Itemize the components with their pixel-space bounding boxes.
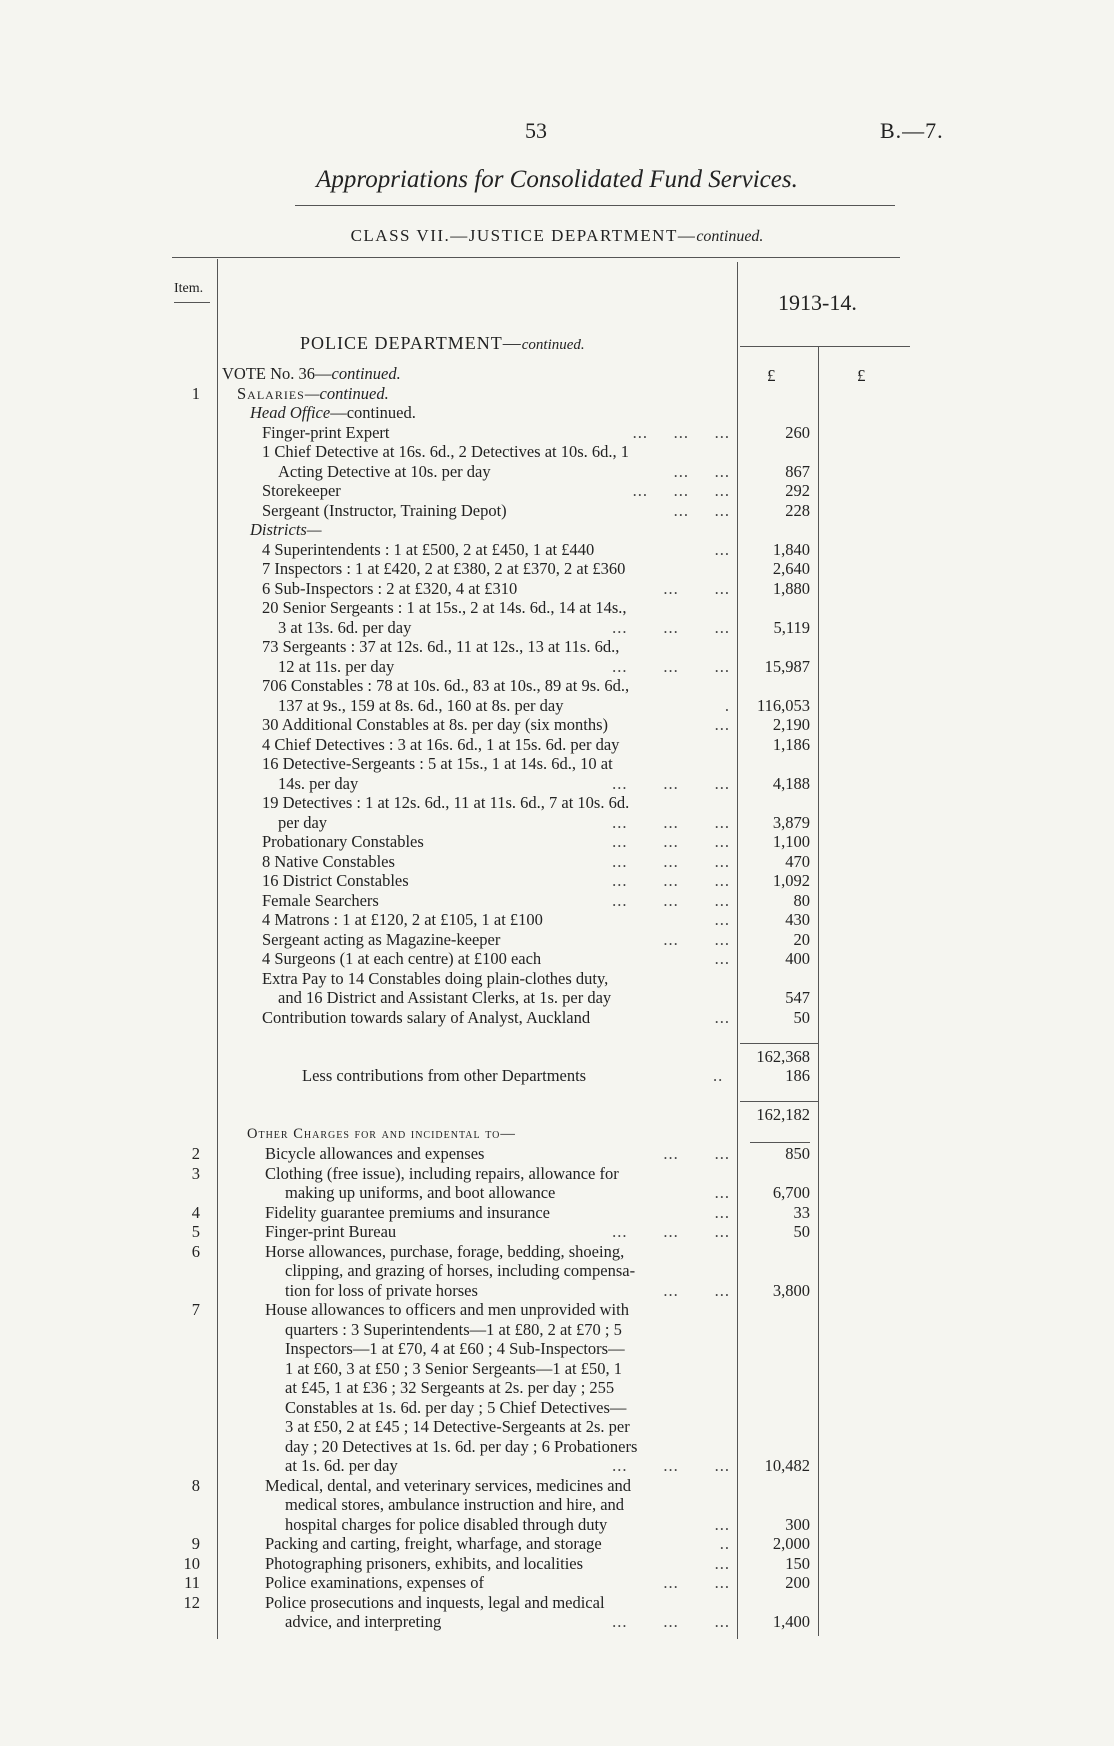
item-number: 4: [191, 1202, 200, 1222]
item-number: 1: [191, 383, 200, 403]
charge-text: Medical, dental, and veterinary services, medicines and: [265, 1475, 632, 1495]
item-number: 2: [191, 1144, 200, 1163]
line-text: 30 Additional Constables at 8s. per day (six months): [262, 715, 609, 734]
line-text: Extra Pay to 14 Constables doing plain-clothes duty,: [262, 968, 609, 988]
line-amount: 1,186: [772, 734, 810, 754]
district-line: [0, 949, 1114, 969]
line-text: 4 Surgeons (1 at each centre) at £100 each: [262, 949, 542, 968]
charge-line: [0, 1612, 1114, 1632]
leader-dots: ...: [714, 715, 730, 734]
line-amount: 116,053: [756, 695, 810, 715]
charge-text: Police examinations, expenses of: [265, 1573, 485, 1592]
charge-amount: 3,800: [772, 1280, 810, 1300]
salaries-label: Salaries—continued.: [237, 383, 389, 403]
charge-text: at £45, 1 at £36 ; 32 Sergeants at 2s. per day ; 255: [285, 1378, 615, 1397]
line-text: 20 Senior Sergeants : 1 at 15s., 2 at 14s. 6d., 14 at 14s.,: [262, 598, 627, 617]
charge-text: hospital charges for police disabled through duty: [285, 1514, 608, 1534]
spacer: [0, 1086, 1114, 1106]
district-line: [0, 910, 1114, 930]
line-text: Storekeeper: [262, 481, 341, 500]
line-amount: 547: [785, 988, 810, 1007]
department-heading: POLICE DEPARTMENT—continued.: [300, 333, 585, 353]
charge-line: [0, 1437, 1114, 1457]
leader-dots: ... ...: [663, 1280, 730, 1300]
line-amount: 4,188: [772, 773, 810, 793]
item-number: 8: [191, 1475, 200, 1495]
item-header-rule: [174, 302, 210, 303]
charge-line: [0, 1398, 1114, 1418]
line-text: 16 Detective-Sergeants : 5 at 15s., 1 at 14s. 6d., 10 at: [262, 754, 613, 773]
district-line: [0, 793, 1114, 813]
table-top-rule: [172, 257, 900, 258]
line-text: 3 at 13s. 6d. per day: [278, 617, 412, 637]
charge-text: Finger-print Bureau: [265, 1222, 397, 1241]
leader-dots: ...: [714, 1514, 730, 1534]
district-line: [0, 1008, 1114, 1028]
district-line: [0, 852, 1114, 872]
charge-text: Police prosecutions and inquests, legal and medical: [265, 1592, 605, 1612]
line-amount: 2,640: [772, 559, 810, 578]
district-line: [0, 813, 1114, 833]
charge-amount: 850: [785, 1144, 810, 1163]
charge-amount: 33: [793, 1202, 810, 1222]
item-number: 11: [184, 1573, 200, 1592]
head-office-line: [0, 423, 1114, 443]
charges-rule: [750, 1142, 810, 1143]
charge-line: [0, 1144, 1114, 1164]
charge-line: [0, 1515, 1114, 1535]
head-office-line: [0, 501, 1114, 521]
item-number: 6: [191, 1241, 200, 1261]
charge-line: [0, 1593, 1114, 1613]
charge-text: Bicycle allowances and expenses: [265, 1144, 485, 1163]
head-office-line: [0, 462, 1114, 482]
leader-dots: ... ...: [663, 1144, 730, 1163]
line-amount: 3,879: [772, 812, 810, 832]
district-line: [0, 540, 1114, 560]
district-line: [0, 598, 1114, 618]
head-office-line: [0, 442, 1114, 462]
district-lines: [0, 540, 1114, 1028]
leader-dots: ... ... ...: [612, 890, 730, 910]
head-office-line: [0, 481, 1114, 501]
leader-dots: ... ...: [663, 929, 730, 949]
leader-dots: ...: [714, 1553, 730, 1573]
district-line: [0, 735, 1114, 755]
charge-line: [0, 1339, 1114, 1359]
charge-text: making up uniforms, and boot allowance: [285, 1183, 556, 1202]
charge-amount: 6,700: [772, 1183, 810, 1202]
line-amount: 292: [785, 481, 810, 500]
charge-line: [0, 1300, 1114, 1320]
district-line: [0, 715, 1114, 735]
district-line: [0, 657, 1114, 677]
line-amount: 20: [793, 929, 810, 949]
item-number: 12: [183, 1592, 200, 1612]
leader-dots: ... ... ...: [632, 481, 730, 500]
line-text: 16 District Constables: [262, 871, 409, 890]
charge-text: tion for loss of private horses: [285, 1280, 478, 1300]
charge-text: quarters : 3 Superintendents—1 at £80, 2 at £70 ; 5: [285, 1319, 622, 1339]
line-text: Contribution towards salary of Analyst, Auckland: [262, 1007, 591, 1027]
leader-dots: ... ... ...: [612, 871, 730, 890]
line-amount: 470: [785, 851, 810, 871]
charge-text: 3 at £50, 2 at £45 ; 14 Detective-Sergeants at 2s. per: [285, 1417, 630, 1436]
line-amount: 430: [785, 910, 810, 929]
charge-text: day ; 20 Detectives at 1s. 6d. per day ; 6 Probationers: [285, 1436, 638, 1456]
line-amount: 867: [785, 461, 810, 481]
charge-text: advice, and interpreting: [285, 1612, 442, 1631]
line-text: 4 Chief Detectives : 3 at 16s. 6d., 1 at 15s. 6d. per day: [262, 734, 620, 754]
line-text: 19 Detectives : 1 at 12s. 6d., 11 at 11s. 6d., 7 at 10s. 6d.: [262, 793, 630, 812]
charge-text: House allowances to officers and men unprovided with: [265, 1300, 629, 1319]
appropriations-table: [0, 364, 1114, 1632]
year-column-header: 1913-14.: [778, 290, 857, 315]
leader-dots: ...: [714, 1183, 730, 1202]
less-contributions-label: Less contributions from other Departments: [302, 1066, 587, 1085]
leader-dots: ...: [714, 949, 730, 968]
line-text: 7 Inspectors : 1 at £420, 2 at £380, 2 at £370, 2 at £360: [262, 559, 626, 578]
leader-dots: ... ...: [663, 578, 730, 598]
item-number: 3: [191, 1163, 200, 1183]
other-charges-label: Other Charges for and incidental to—: [247, 1125, 516, 1142]
line-amount: 260: [785, 422, 810, 442]
line-text: Female Searchers: [262, 890, 379, 910]
charge-text: Clothing (free issue), including repairs, allowance for: [265, 1163, 619, 1183]
leader-dots: ... ... ...: [632, 422, 730, 442]
charge-line: [0, 1261, 1114, 1281]
page-title: Appropriations for Consolidated Fund Services.: [316, 166, 798, 193]
currency-label-2: £: [857, 366, 866, 385]
charge-amount: 1,400: [772, 1612, 810, 1631]
leader-dots: ... ... ...: [612, 1612, 730, 1631]
line-text: and 16 District and Assistant Clerks, at 1s. per day: [278, 988, 612, 1007]
line-amount: 15,987: [764, 656, 810, 676]
subtotal-1-amount: 162,368: [756, 1046, 810, 1066]
charge-text: Horse allowances, purchase, forage, bedding, shoeing,: [265, 1241, 625, 1261]
charge-line: [0, 1417, 1114, 1437]
charge-line: [0, 1456, 1114, 1476]
line-text: 706 Constables : 78 at 10s. 6d., 83 at 10s., 89 at 9s. 6d.,: [262, 676, 630, 695]
less-contributions-row: Less contributions from other Departments .. 186: [302, 1066, 810, 1085]
item-number: 10: [183, 1553, 200, 1573]
districts-label: Districts—: [250, 520, 322, 539]
subtotal-rule: [740, 1043, 818, 1044]
page-number: 53: [525, 118, 547, 143]
line-amount: 80: [793, 890, 810, 910]
districts-row: [0, 520, 1114, 540]
charge-text: Inspectors—1 at £70, 4 at £60 ; 4 Sub-Inspectors—: [285, 1339, 625, 1358]
charge-amount: 150: [785, 1553, 810, 1573]
charge-amount: 50: [793, 1222, 810, 1241]
line-text: Sergeant (Instructor, Training Depot): [262, 500, 507, 520]
salaries-row: [0, 384, 1114, 404]
district-line: [0, 988, 1114, 1008]
leader-dots: ...: [714, 1007, 730, 1027]
charge-text: medical stores, ambulance instruction and hire, and: [285, 1495, 625, 1514]
leader-dots: ...: [714, 910, 730, 929]
line-amount: 1,880: [772, 578, 810, 598]
charge-line: [0, 1222, 1114, 1242]
charge-line: [0, 1164, 1114, 1184]
line-text: 8 Native Constables: [262, 851, 395, 871]
charge-text: clipping, and grazing of horses, including compensa-: [285, 1261, 636, 1280]
document-reference: B.—7.: [880, 118, 944, 143]
district-line: [0, 774, 1114, 794]
leader-dots: .: [724, 695, 730, 715]
other-charges-row: [0, 1125, 1114, 1145]
leader-dots: ... ...: [663, 1573, 730, 1592]
charge-text: Photographing prisoners, exhibits, and localities: [265, 1553, 584, 1573]
title-rule: [295, 205, 895, 206]
item-column-header: Item.: [174, 281, 204, 296]
charge-line: [0, 1476, 1114, 1496]
leader-dots: ... ... ...: [612, 812, 730, 832]
line-text: 1 Chief Detective at 16s. 6d., 2 Detectives at 10s. 6d., 1: [262, 442, 630, 461]
subtotal-1-row: [0, 1047, 1114, 1067]
line-amount: 400: [785, 949, 810, 968]
district-line: [0, 930, 1114, 950]
line-text: Probationary Constables: [262, 832, 424, 851]
leader-dots: ... ... ...: [612, 617, 730, 637]
charge-line: [0, 1359, 1114, 1379]
line-amount: 1,840: [772, 539, 810, 559]
line-text: 73 Sergeants : 37 at 12s. 6d., 11 at 12s., 13 at 11s. 6d.,: [262, 637, 620, 656]
item-number: 7: [191, 1300, 200, 1319]
line-text: Sergeant acting as Magazine-keeper: [262, 929, 501, 949]
line-amount: 1,092: [772, 871, 810, 890]
leader-dots: ... ... ...: [612, 1456, 730, 1475]
charge-line: [0, 1573, 1114, 1593]
charge-line: [0, 1320, 1114, 1340]
district-line: [0, 676, 1114, 696]
charge-line: [0, 1495, 1114, 1515]
item-number: 5: [191, 1222, 200, 1241]
district-line: [0, 637, 1114, 657]
charge-line: [0, 1183, 1114, 1203]
line-text: 4 Matrons : 1 at £120, 2 at £105, 1 at £100: [262, 910, 543, 929]
class-heading: CLASS VII.—JUSTICE DEPARTMENT—continued.: [350, 226, 764, 245]
district-line: [0, 871, 1114, 891]
head-office-lines: [0, 423, 1114, 521]
head-office-row: [0, 403, 1114, 423]
line-amount: 228: [785, 500, 810, 520]
charge-line: [0, 1534, 1114, 1554]
vote-label: VOTE No. 36—continued.: [222, 364, 401, 383]
charge-text: Constables at 1s. 6d. per day ; 5 Chief Detectives—: [285, 1397, 627, 1417]
leader-dots: ... ...: [673, 461, 730, 481]
leader-dots: ..: [719, 1534, 730, 1553]
subtotal-2-row: [0, 1105, 1114, 1125]
leader-dots: ... ... ...: [612, 773, 730, 793]
line-amount: 5,119: [773, 617, 810, 637]
district-line: [0, 579, 1114, 599]
line-text: 12 at 11s. per day: [278, 656, 395, 676]
charge-line: [0, 1281, 1114, 1301]
spacer: [0, 1027, 1114, 1047]
head-office-label: Head Office—continued.: [250, 403, 416, 422]
leader-dots: ... ... ...: [612, 832, 730, 851]
charge-text: at 1s. 6d. per day: [285, 1456, 398, 1475]
line-amount: 1,100: [772, 832, 810, 851]
other-charges-lines: [0, 1144, 1114, 1632]
line-text: 4 Superintendents : 1 at £500, 2 at £450, 1 at £440: [262, 539, 595, 559]
line-amount: 2,190: [772, 715, 810, 734]
line-text: Acting Detective at 10s. per day: [278, 461, 491, 481]
charge-text: Fidelity guarantee premiums and insurance: [265, 1202, 550, 1222]
district-line: [0, 559, 1114, 579]
less-contributions-amount: 186: [785, 1066, 810, 1085]
charge-line: [0, 1242, 1114, 1262]
year-header-rule: [740, 346, 910, 347]
charge-amount: 200: [785, 1573, 810, 1592]
charge-amount: 300: [785, 1514, 810, 1534]
leader-dots: ...: [714, 1202, 730, 1222]
district-line: [0, 832, 1114, 852]
line-text: 14s. per day: [278, 773, 359, 793]
vote-row: [0, 364, 1114, 384]
line-text: per day: [278, 812, 328, 832]
line-text: Finger-print Expert: [262, 422, 390, 442]
district-line: [0, 754, 1114, 774]
charge-text: Packing and carting, freight, wharfage, and storage: [265, 1534, 602, 1553]
charge-line: [0, 1554, 1114, 1574]
line-amount: 50: [793, 1007, 810, 1027]
leader-dots: ... ... ...: [612, 656, 730, 676]
leader-dots: ...: [714, 539, 730, 559]
district-line: [0, 891, 1114, 911]
leader-dots: ... ... ...: [612, 1222, 730, 1241]
district-line: [0, 618, 1114, 638]
leader-dots: ... ... ...: [612, 851, 730, 871]
subtotal-rule: [740, 1101, 818, 1102]
charge-line: [0, 1203, 1114, 1223]
charge-text: 1 at £60, 3 at £50 ; 3 Senior Sergeants—1 at £50, 1: [285, 1358, 622, 1378]
line-text: 6 Sub-Inspectors : 2 at £320, 4 at £310: [262, 578, 518, 598]
line-text: 137 at 9s., 159 at 8s. 6d., 160 at 8s. per day: [278, 695, 564, 715]
subtotal-2-amount: 162,182: [756, 1105, 810, 1124]
charge-amount: 2,000: [772, 1534, 810, 1553]
leader-dots: ... ...: [673, 500, 730, 520]
charge-amount: 10,482: [764, 1456, 810, 1475]
currency-label-1: £: [767, 366, 776, 385]
item-number: 9: [191, 1534, 200, 1553]
district-line: [0, 969, 1114, 989]
district-line: [0, 696, 1114, 716]
charge-line: [0, 1378, 1114, 1398]
